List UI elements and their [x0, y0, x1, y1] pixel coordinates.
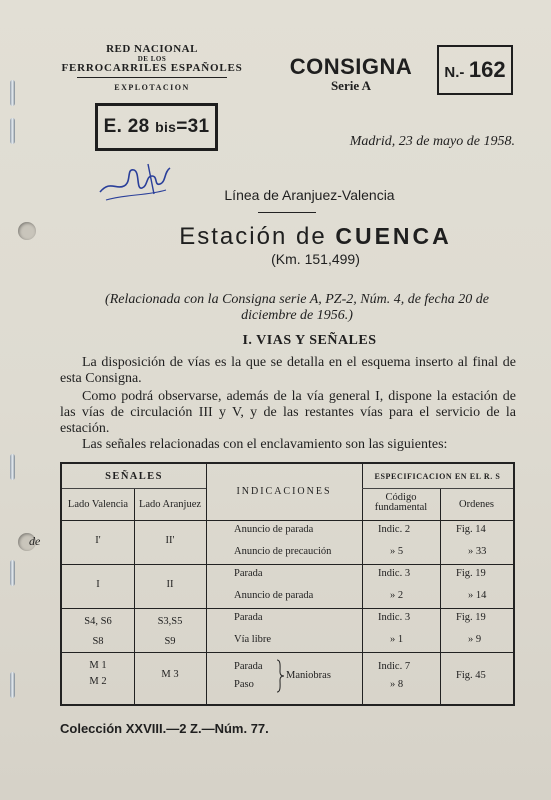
col-divider	[362, 464, 363, 704]
row-divider	[62, 520, 513, 521]
header-lado-aranjuez: Lado Aranjuez	[138, 499, 202, 510]
code-bis: bis	[155, 119, 177, 135]
indicacion: Paso	[234, 679, 254, 690]
signals-table	[60, 462, 515, 706]
station-name: CUENCA	[335, 223, 452, 249]
codigo: » 2	[390, 590, 404, 601]
codigo: Indic. 3	[378, 568, 411, 579]
doc-type	[282, 56, 420, 94]
paragraph-2: Como podrá observarse, además de la vía general I, dispone la estación de las vías de circulación III y V, y de las restantes vías para el servicio de la estación.	[60, 389, 516, 436]
number-box	[437, 45, 513, 95]
signal-valencia: I'	[95, 535, 101, 546]
org-line-2: DE LOS	[137, 55, 167, 63]
row-divider	[62, 652, 513, 653]
signal-valencia: I	[96, 579, 100, 590]
signal-valencia: M 1	[89, 660, 107, 671]
codigo: » 8	[390, 679, 404, 690]
dateline: Madrid, 23 de mayo de 1958.	[349, 134, 515, 149]
orden: » 14	[468, 590, 487, 601]
paragraph-1: La disposición de vías es la que se detalla en el esquema inserto al final de esta Consigna.	[60, 355, 516, 386]
codigo: » 5	[390, 546, 404, 557]
orden: Fig. 45	[456, 670, 486, 681]
org-line-4: EXPLOTACION	[114, 83, 190, 92]
collection-footer: Colección XXVIII.—2 Z.—Núm. 77.	[60, 721, 269, 736]
signal-valencia: S4, S6	[84, 616, 112, 627]
doc-type-label: CONSIGNA	[289, 54, 413, 79]
margin-note: de	[29, 534, 41, 548]
row-divider	[62, 564, 513, 565]
signal-aranjuez: S9	[164, 636, 176, 647]
section-title: I. VIAS Y SEÑALES	[242, 333, 377, 348]
maniobras-brace	[275, 659, 285, 693]
orden: Fig. 19	[456, 612, 486, 623]
orden: Fig. 14	[456, 524, 486, 535]
staple	[10, 118, 15, 144]
organization-block	[52, 44, 252, 93]
related-note: (Relacionada con la Consigna serie A, PZ-2, Núm. 4, de fecha 20 de diciembre de 1956.)	[105, 292, 489, 323]
indicacion: Parada	[234, 612, 263, 623]
code-suffix: =31	[176, 116, 210, 137]
header-especificacion: ESPECIFICACION EN EL R. S	[374, 472, 501, 481]
station-title	[0, 223, 551, 251]
org-line-3: FERROCARRILES ESPAÑOLES	[61, 62, 243, 74]
codigo: Indic. 2	[378, 524, 411, 535]
title-divider	[258, 212, 316, 213]
codigo: » 1	[390, 634, 404, 645]
signal-valencia: S8	[92, 636, 104, 647]
serie-label: Serie A	[330, 78, 372, 93]
number-prefix: N.-	[444, 64, 465, 81]
header-ordenes: Ordenes	[459, 499, 494, 510]
station-km: (Km. 151,499)	[271, 251, 360, 267]
signal-aranjuez: S3,S5	[157, 616, 183, 627]
signal-aranjuez: II'	[165, 535, 175, 546]
indicacion: Parada	[234, 568, 263, 579]
org-line-1: RED NACIONAL	[106, 43, 198, 55]
line-name: Línea de Aranjuez-Valencia	[224, 187, 395, 203]
orden: » 33	[468, 546, 487, 557]
staple	[10, 560, 15, 586]
code-prefix: E. 28	[103, 116, 150, 137]
row-divider	[62, 488, 206, 489]
number-value: 162	[468, 57, 506, 82]
indicacion: Anuncio de parada	[234, 590, 314, 601]
codigo: Indic. 3	[378, 612, 411, 623]
signal-valencia: M 2	[89, 676, 107, 687]
paragraph-3: Las señales relacionadas con el enclavamiento son las siguientes:	[82, 437, 448, 452]
header-indicaciones: INDICACIONES	[236, 486, 332, 497]
staple	[10, 454, 15, 480]
signal-aranjuez: II	[166, 579, 174, 590]
codigo: Indic. 7	[378, 661, 411, 672]
header-lado-valencia: Lado Valencia	[67, 499, 129, 510]
indicacion: Anuncio de parada	[234, 524, 314, 535]
station-prefix: Estación de	[179, 223, 327, 250]
col-divider	[206, 464, 207, 704]
orden: Fig. 19	[456, 568, 486, 579]
org-divider	[77, 77, 227, 78]
indicacion: Parada	[234, 661, 263, 672]
row-divider	[62, 608, 513, 609]
header-codigo: Código fundamental	[374, 492, 428, 513]
signal-aranjuez: M 3	[161, 669, 179, 680]
maniobras-label: Maniobras	[286, 670, 331, 681]
staple	[10, 672, 15, 698]
row-divider	[362, 488, 513, 489]
header-senales: SEÑALES	[105, 471, 163, 482]
document-code-box	[95, 103, 218, 151]
indicacion: Vía libre	[234, 634, 272, 645]
orden: » 9	[468, 634, 482, 645]
staple	[10, 80, 15, 106]
indicacion: Anuncio de precaución	[234, 546, 332, 557]
